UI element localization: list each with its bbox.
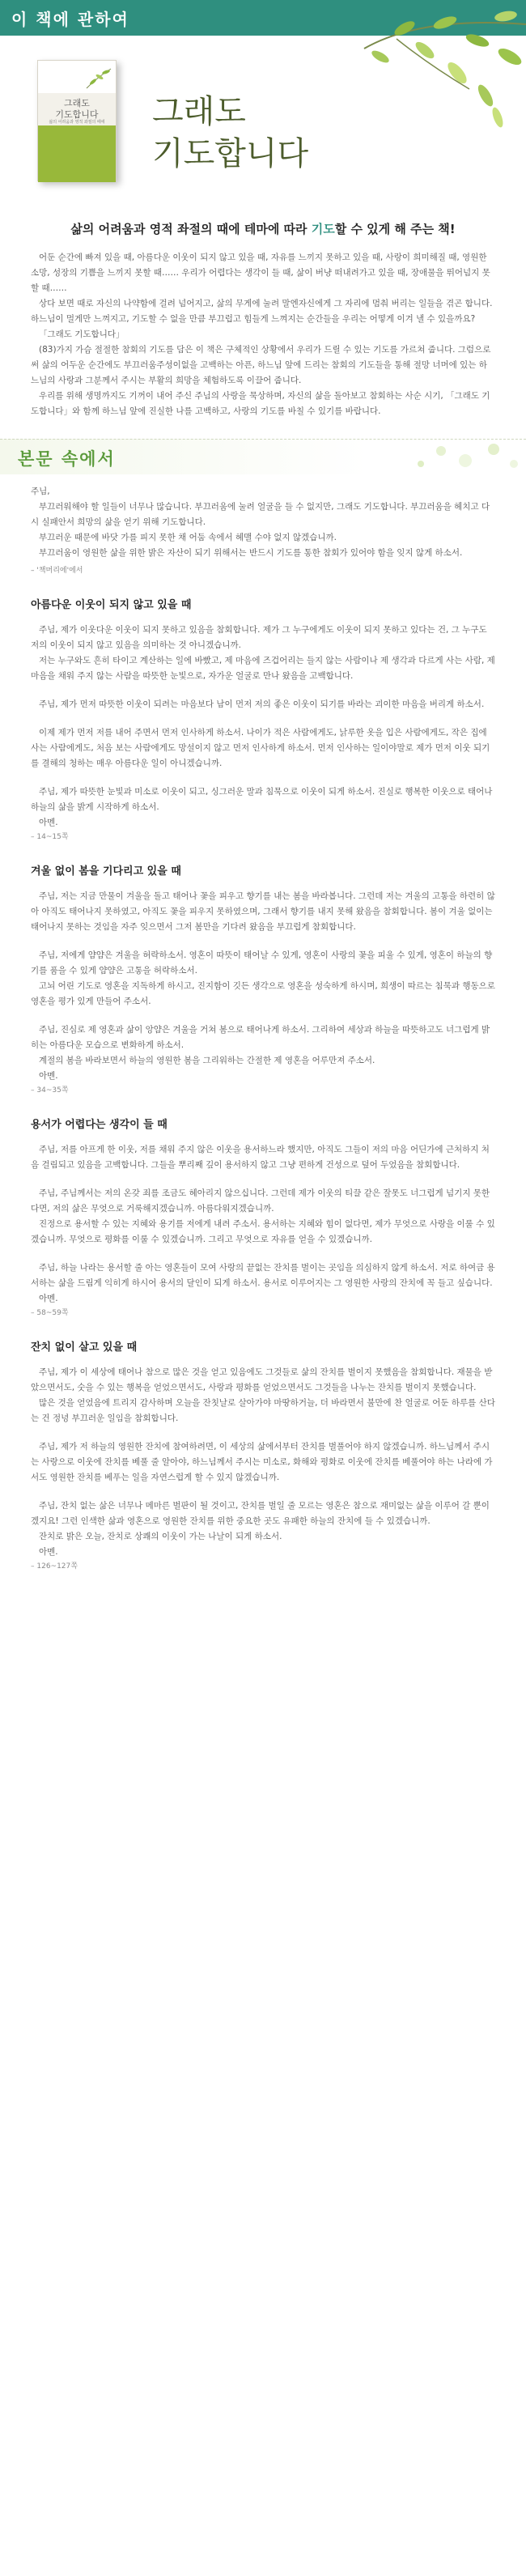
book-cover <box>37 60 117 181</box>
excerpt-paragraph: 주님, 제가 저 하늘의 영원한 잔치에 참여하려면, 이 세상의 삶에서부터 잔치를 벌풀어야 하지 않겠습니까. 하느님께서 주시는 사랑으로 이웃에 잔치를 베풀 줄 알아야, 하느님께서 주시는 미소로, 화해와 평화로 이웃에 잔치를 베풀어야 하는 나라에 가서도 영원한 잔치를 베푸는 일을 자연스럽게 할 수 있지 않겠습니까. <box>31 1442 493 1482</box>
hero-title-line2: 기도합니다 <box>152 135 309 172</box>
excerpt-paragraph: 주님, 제가 따뜻한 눈빛과 미소로 이웃이 되고, 싱그러운 말과 침묵으로 이웃이 되게 하소서. 진실로 행복한 이웃으로 태어나 하늘의 삶을 밝게 시작하게 하소서. <box>31 787 493 812</box>
excerpt-paragraph: 주님, 하늘 나라는 용서할 줄 아는 영혼들이 모여 사랑의 끝없는 잔치를 벌이는 곳임을 의심하지 않게 하소서. 저로 하여금 용서하는 삶을 드림게 익히게 하시어 용서의 달인이 되게 하소서. 용서로 이루어지는 그 영원한 사랑의 잔치에 꼭 들고 싶습니다. <box>31 1263 495 1288</box>
book-leaf-icon <box>85 66 112 90</box>
excerpt-paragraph: 주님, 진심로 제 영혼과 삶이 앙얌은 겨울을 거쳐 봄으로 태어나게 하소서. 그리하여 세상과 하늘을 따뜻하고도 너그럽게 밝히는 아름다운 모습으로 변화하게 하소서. <box>31 1025 490 1050</box>
hero <box>0 36 526 206</box>
excerpt-paragraph: 잔치로 밝은 오늘, 잔치로 상쾌의 이웃이 가는 나날이 되게 하소서. <box>39 1532 282 1541</box>
intro-paragraph: (83)가지 가슴 절절한 참회의 기도를 담은 이 책은 구체적인 상황에서 우리가 드릴 수 있는 기도를 가르쳐 줍니다. 그럼으로써 삶의 어두운 순간에도 부끄러움주성이없을 고백하는 아픈, 하느님 앞에 드리는 참회의 기도들을 통해 절망 너머에 있는 하느님의 사랑과 그분께서 주시는 부활의 희망을 체험하도록 이끌어 줍니다. <box>31 345 491 385</box>
book-title-line2: 기도합니다 <box>55 109 99 120</box>
excerpt-paragraph: 이제 제가 먼저 저를 내어 주면서 먼저 인사하게 하소서. 나이가 적은 사람에게도, 낡루한 옷을 입은 사람에게도, 작은 집에 사는 사람에게도, 처음 보는 사람에게도 망설이지 않고 먼저 인사하게 하소서. 먼저 인사하는 일이야말로 제가 먼저 이웃 되기를 결해의 청하는 매우 아름다운 일이 아니겠습니까. <box>31 728 490 768</box>
excerpt-paragraph: 저는 누구와도 흔히 타이고 계산하는 일에 바빴고, 제 마음에 즈겁어리는 들지 않는 사람이나 제 생각과 다르게 사는 사람, 제 마음을 채워 주지 않는 사람을 따뜻한 눈빛으로, 자가운 얼굴로 만나 왔음을 고백합니다. <box>31 656 495 681</box>
excerpt-paragraph: 주님, 주님께서는 저의 온갖 죄를 조금도 헤아리지 않으십니다. 그런데 제가 이웃의 티끌 같은 잘못도 너그럽게 넘기지 못한다면, 저의 삶은 무엇으로 거룩해지겠습니까. 아름다워지겠습니까. <box>31 1188 490 1214</box>
excerpt-amen: 아멘. <box>39 818 58 827</box>
excerpt-paragraph: 많은 것을 얻었음에 트리지 감사하며 오늘을 잔칫날로 살아가야 마땅하거늘, 더 바라면서 불만에 찬 얼굴로 어둔 하루를 산다는 건 정녕 부끄러운 일임을 참회합니다. <box>31 1398 495 1423</box>
excerpt-paragraph: 주님, 저는 지금 만물이 겨울을 돌고 태어나 꽃을 피우고 향기를 내는 봄을 바라봅니다. 그런데 저는 겨울의 고통을 하련히 않아 아직도 태어나지 못하였고, 아직도 꽃을 피우지 못하였으며, 그래서 향기를 내지 못해 왔음을 참회합니다. 봄이 겨울 없이는 태어나지 못하는 것임을 자주 잊으면서 그저 봄만을 기다려 왔음을 부끄럽게 참회합니다. <box>31 891 495 932</box>
hero-title-line1: 그래도 <box>152 93 246 130</box>
section-title: 본문 속에서 <box>18 449 116 469</box>
opening-line: 주님, <box>31 487 50 496</box>
opening-cite: – '책머리에'에서 <box>31 567 83 575</box>
intro-paragraph: 어둔 순간에 빠져 있을 때, 아름다운 이웃이 되지 않고 있을 때, 자유를 느끼지 못하고 있을 때, 사랑이 희미해질 때, 영원한 소망, 성장의 기쁨을 느끼지 못할 때…… 우리가 어렵다는 생각이 들 때, 삶이 버냥 떠내려가고 있을 때, 장애물을 뛰어넘지 못할 때…… <box>31 253 490 293</box>
header-bar <box>0 0 526 36</box>
page-reference: – 34~35쪽 <box>31 1086 69 1095</box>
excerpt-paragraph: 주님, 저에게 얌얌은 겨울을 허락하소서. 영혼이 따뜻이 태어날 수 있게, 영혼이 사랑의 꽃을 피울 수 있게, 영혼이 하늘의 향기를 품을 수 있게 얌얌은 고통을 허락하소서. <box>31 950 493 976</box>
intro-paragraph: 우리를 위해 생명까지도 기꺼이 내어 주신 주님의 사랑을 묵상하며, 자신의 삶을 돌아보고 참회하는 사순 시기, 「그래도 기도합니다」와 함께 하느님 앞에 진실한 나를 고백하고, 사랑의 기도를 바칠 수 있기를 바랍니다. <box>31 391 490 416</box>
dots-decoration-icon <box>405 440 526 475</box>
opening-line: 부끄러움이 영원한 삶을 위한 밝은 자산이 되기 위해서는 반드시 기도를 통한 참회가 있어야 함을 잊지 않게 하소서. <box>39 548 463 558</box>
intro-paragraph: 「그래도 기도합니다」 <box>39 329 125 339</box>
page-reference: – 126~127쪽 <box>31 1562 78 1571</box>
excerpt-heading-4: 잔치 없이 살고 있을 때 <box>31 1341 138 1354</box>
book-title-line1: 그래도 <box>64 98 90 108</box>
section-header <box>0 439 526 474</box>
intro-subtitle: 삶의 어려움과 영적 좌절의 때에 테마에 따라 기도할 수 있게 해 주는 책! <box>70 222 456 236</box>
excerpt-amen: 아멘. <box>39 1071 58 1081</box>
excerpt-heading-2: 겨울 없이 봄을 기다리고 있을 때 <box>31 865 181 878</box>
page-reference: – 58~59쪽 <box>31 1309 69 1317</box>
excerpt-heading-3: 용서가 어렵다는 생각이 들 때 <box>31 1119 168 1131</box>
page-reference: – 14~15쪽 <box>31 833 69 841</box>
excerpt-paragraph: 진정으로 용서할 수 있는 지혜와 용기를 저에게 내려 주소서. 용서하는 지혜와 힘이 없다면, 제가 무엇으로 사랑을 이룰 수 있겠습니까. 무엇으로 평화를 이룰 수 있겠습니까. 그리고 무엇으로 자유를 얻을 수 있겠습니까. <box>31 1219 495 1244</box>
excerpt-heading-1: 아름다운 이웃이 되지 않고 있을 때 <box>31 599 192 611</box>
header-title: 이 책에 관하여 <box>11 10 129 29</box>
excerpt-content <box>0 474 526 1595</box>
hero-title <box>152 91 308 175</box>
intro-paragraph: 상다 보면 때로 자신의 나약함에 걸려 넘어지고, 삶의 무게에 눌려 말엔자신에게 그 자리에 멈춰 버리는 일들을 겪곤 합니다. 하느님이 멀게만 느껴지고, 기도할 수 없을 만큼 부끄럽고 힘들게 느껴지는 순간들을 우리는 어떻게 이겨 낼 수 있을까요? <box>31 299 493 324</box>
excerpt-amen: 아멘. <box>39 1547 58 1557</box>
excerpt-paragraph: 주님, 잔치 없는 삶은 너무나 메마른 벌판이 될 것이고, 잔치를 벌일 줄 모르는 영혼은 참으로 재미없는 삶을 이루어 갈 뿐이겠지요! 그런 인색한 삶과 영혼으로 영원한 잔치를 위한 중요한 곳도 유패한 하늘의 잔치에 들 수 있겠습니까. <box>31 1501 490 1526</box>
excerpt-paragraph: 주님, 저를 아프게 한 이웃, 저를 채워 주지 않은 이웃을 용서하느라 했지만, 아직도 그들이 저의 마음 어딘가에 근처하지 처음 걸림되고 있음을 고백합니다. 그들을 뿌리째 깊이 용서하지 않고 그냥 편하게 건성으로 덮어 두었음을 참회합니다. <box>31 1145 490 1170</box>
excerpt-paragraph: 주님, 제가 이 세상에 태어나 참으로 많은 것을 얻고 있음에도 그것들로 삶의 잔치를 벌이지 못했음을 참회합니다. 재물을 받았으면서도, 숫을 수 있는 행복을 얻었으면서도, 사랑과 평화를 얻었으면서도 그것들을 나누는 잔치를 벌이지 못했습니다. <box>31 1367 493 1392</box>
excerpt-paragraph: 계절의 봄을 바라보면서 하늘의 영원한 봄을 그리워하는 간절한 제 영혼을 어루만져 주소서. <box>39 1056 375 1065</box>
excerpt-paragraph: 주님, 제가 먼저 따뜻한 이웃이 되려는 마음보다 남이 먼저 저의 좋은 이웃이 되기를 바라는 괴이한 마음을 버리게 하소서. <box>39 699 485 709</box>
book-subtitle: 삶의 어려움과 영적 좌절의 때에 <box>49 120 105 125</box>
intro-section <box>0 220 526 419</box>
excerpt-amen: 아멘. <box>39 1294 58 1303</box>
excerpt-paragraph: 주님, 제가 이웃다운 이웃이 되지 못하고 있음을 참회합니다. 제가 그 누구에게도 이웃이 되지 못하고 있다는 건, 그 누구도 저의 이웃이 되지 않고 있음을 의미하는 것 아니겠습니까. <box>31 625 487 650</box>
excerpt-paragraph: 고뇌 어린 기도로 영혼을 지독하게 하시고, 진지함이 깃든 생각으로 영혼을 성숙하게 하시며, 희생이 따르는 침묵과 행동으로 영혼을 평가 있게 만들어 주소서. <box>31 981 495 1006</box>
opening-line: 부끄러워해야 할 일들이 너무나 많습니다. 부끄러움에 눌려 얼굴을 들 수 없지만, 그래도 기도합니다. 부끄러움을 헤치고 다시 실패안서 희망의 삶을 얻기 위해 기도합니다. <box>31 502 490 527</box>
opening-line: 부끄러운 때문에 바닷 가를 피지 못한 채 어둠 속에서 헤맬 수야 없지 않겠습니까. <box>39 533 337 542</box>
